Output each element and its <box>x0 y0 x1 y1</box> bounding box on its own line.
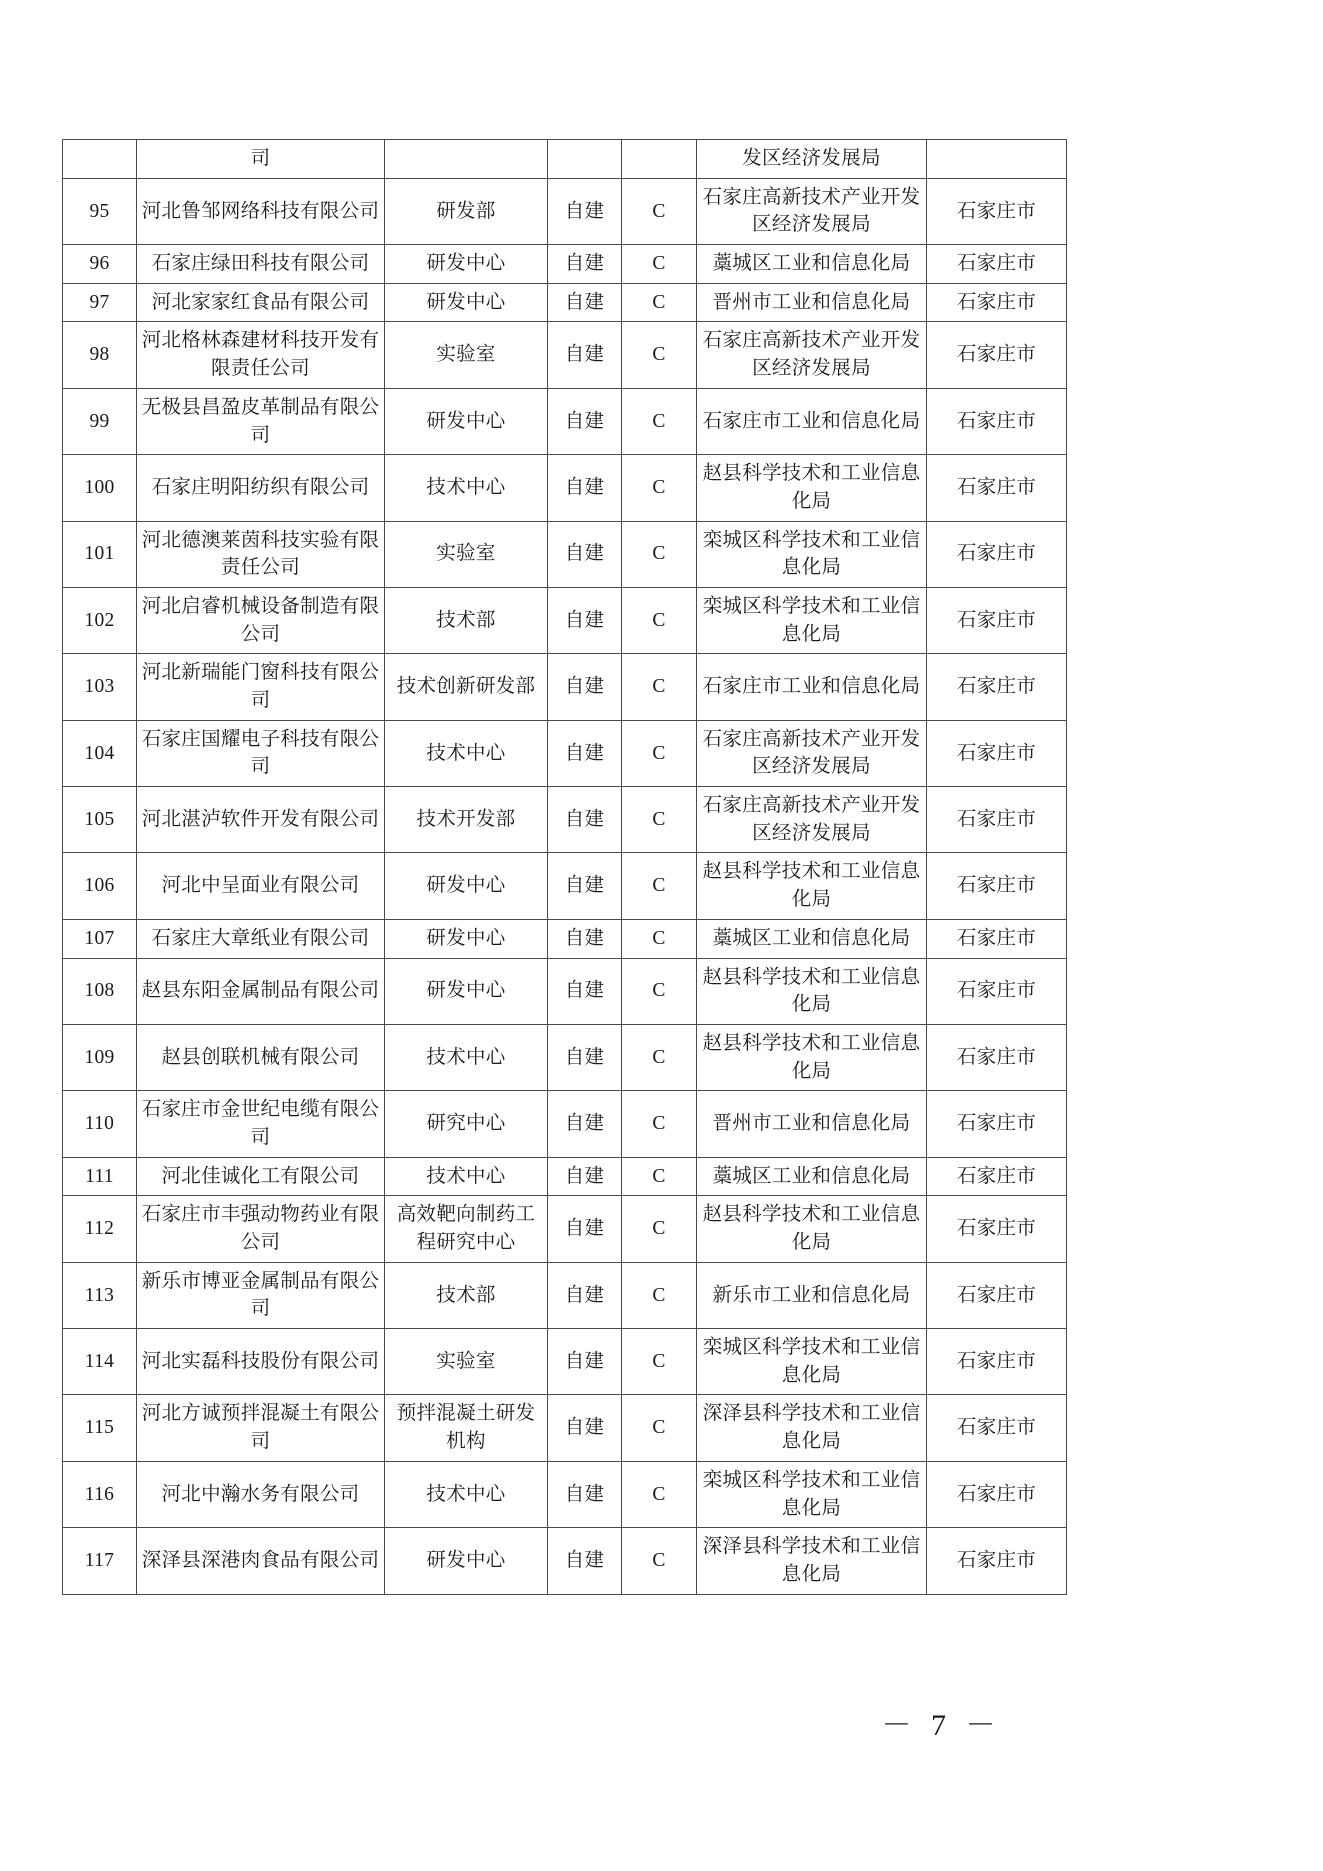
cell-level <box>622 140 697 179</box>
cell-index: 111 <box>63 1157 137 1196</box>
cell-index: 117 <box>63 1528 137 1594</box>
cell-department: 技术中心 <box>385 1461 548 1527</box>
cell-build-type: 自建 <box>548 1024 622 1090</box>
cell-build-type: 自建 <box>548 853 622 919</box>
table-row <box>63 455 1067 521</box>
cell-build-type: 自建 <box>548 1196 622 1262</box>
cell-company: 赵县创联机械有限公司 <box>137 1024 385 1090</box>
table-row <box>63 245 1067 284</box>
cell-index: 100 <box>63 455 137 521</box>
cell-department: 研发中心 <box>385 853 548 919</box>
cell-city: 石家庄市 <box>927 283 1067 322</box>
cell-build-type: 自建 <box>548 958 622 1024</box>
cell-company: 河北德澳莱茵科技实验有限责任公司 <box>137 521 385 587</box>
table-body <box>63 140 1067 1595</box>
cell-index: 97 <box>63 283 137 322</box>
table-row <box>63 1461 1067 1527</box>
table-row <box>63 1196 1067 1262</box>
cell-company: 河北家家红食品有限公司 <box>137 283 385 322</box>
cell-city: 石家庄市 <box>927 787 1067 853</box>
cell-city: 石家庄市 <box>927 322 1067 388</box>
table-row <box>63 1262 1067 1328</box>
cell-recommender: 藁城区工业和信息化局 <box>697 1157 927 1196</box>
cell-company: 司 <box>137 140 385 179</box>
cell-company: 河北鲁邹网络科技有限公司 <box>137 178 385 244</box>
cell-level: C <box>622 654 697 720</box>
cell-build-type: 自建 <box>548 521 622 587</box>
cell-recommender: 藁城区工业和信息化局 <box>697 919 927 958</box>
cell-company: 石家庄大章纸业有限公司 <box>137 919 385 958</box>
cell-build-type: 自建 <box>548 654 622 720</box>
cell-city: 石家庄市 <box>927 1024 1067 1090</box>
cell-department: 技术创新研发部 <box>385 654 548 720</box>
table-row <box>63 388 1067 454</box>
table-row <box>63 1091 1067 1157</box>
cell-level: C <box>622 178 697 244</box>
cell-company: 河北启睿机械设备制造有限公司 <box>137 587 385 653</box>
cell-recommender: 栾城区科学技术和工业信息化局 <box>697 1461 927 1527</box>
cell-build-type: 自建 <box>548 1091 622 1157</box>
cell-company: 河北方诚预拌混凝土有限公司 <box>137 1395 385 1461</box>
table-row <box>63 787 1067 853</box>
cell-company: 河北格林森建材科技开发有限责任公司 <box>137 322 385 388</box>
cell-index: 115 <box>63 1395 137 1461</box>
cell-company: 石家庄绿田科技有限公司 <box>137 245 385 284</box>
cell-city: 石家庄市 <box>927 720 1067 786</box>
table-row <box>63 853 1067 919</box>
cell-index: 106 <box>63 853 137 919</box>
cell-department: 高效靶向制药工程研究中心 <box>385 1196 548 1262</box>
cell-index: 104 <box>63 720 137 786</box>
cell-index: 116 <box>63 1461 137 1527</box>
cell-company: 石家庄国耀电子科技有限公司 <box>137 720 385 786</box>
cell-level: C <box>622 853 697 919</box>
cell-city: 石家庄市 <box>927 654 1067 720</box>
cell-company: 河北实磊科技股份有限公司 <box>137 1329 385 1395</box>
cell-level: C <box>622 1329 697 1395</box>
cell-build-type: 自建 <box>548 919 622 958</box>
cell-city: 石家庄市 <box>927 587 1067 653</box>
cell-build-type: 自建 <box>548 322 622 388</box>
cell-index: 112 <box>63 1196 137 1262</box>
cell-level: C <box>622 1262 697 1328</box>
cell-build-type: 自建 <box>548 1395 622 1461</box>
cell-index: 98 <box>63 322 137 388</box>
cell-department: 研发中心 <box>385 388 548 454</box>
table-row <box>63 958 1067 1024</box>
cell-build-type: 自建 <box>548 787 622 853</box>
cell-city: 石家庄市 <box>927 521 1067 587</box>
cell-level: C <box>622 1196 697 1262</box>
cell-index: 103 <box>63 654 137 720</box>
cell-company: 石家庄市金世纪电缆有限公司 <box>137 1091 385 1157</box>
enterprise-rd-table-container <box>62 139 1066 1595</box>
cell-recommender: 赵县科学技术和工业信息化局 <box>697 1196 927 1262</box>
cell-company: 河北中呈面业有限公司 <box>137 853 385 919</box>
cell-index: 113 <box>63 1262 137 1328</box>
cell-recommender: 发区经济发展局 <box>697 140 927 179</box>
cell-company: 深泽县深港肉食品有限公司 <box>137 1528 385 1594</box>
table-row <box>63 654 1067 720</box>
table-row <box>63 1528 1067 1594</box>
cell-department: 实验室 <box>385 521 548 587</box>
cell-level: C <box>622 787 697 853</box>
cell-index: 96 <box>63 245 137 284</box>
cell-department: 研发中心 <box>385 245 548 284</box>
cell-city: 石家庄市 <box>927 388 1067 454</box>
cell-recommender: 石家庄高新技术产业开发区经济发展局 <box>697 178 927 244</box>
cell-recommender: 栾城区科学技术和工业信息化局 <box>697 1329 927 1395</box>
cell-build-type: 自建 <box>548 720 622 786</box>
cell-recommender: 深泽县科学技术和工业信息化局 <box>697 1528 927 1594</box>
cell-city: 石家庄市 <box>927 1528 1067 1594</box>
cell-recommender: 赵县科学技术和工业信息化局 <box>697 853 927 919</box>
cell-recommender: 赵县科学技术和工业信息化局 <box>697 1024 927 1090</box>
cell-level: C <box>622 455 697 521</box>
cell-city: 石家庄市 <box>927 1395 1067 1461</box>
cell-department: 研发中心 <box>385 958 548 1024</box>
cell-recommender: 石家庄高新技术产业开发区经济发展局 <box>697 787 927 853</box>
cell-city: 石家庄市 <box>927 178 1067 244</box>
cell-city: 石家庄市 <box>927 853 1067 919</box>
table-row <box>63 1395 1067 1461</box>
cell-department: 技术中心 <box>385 455 548 521</box>
cell-index: 102 <box>63 587 137 653</box>
cell-company: 河北中瀚水务有限公司 <box>137 1461 385 1527</box>
cell-index: 114 <box>63 1329 137 1395</box>
cell-department: 技术部 <box>385 587 548 653</box>
cell-department: 研发中心 <box>385 1528 548 1594</box>
page-footer <box>0 1700 1323 1744</box>
cell-company: 新乐市博亚金属制品有限公司 <box>137 1262 385 1328</box>
cell-city: 石家庄市 <box>927 958 1067 1024</box>
table-row <box>63 720 1067 786</box>
cell-city: 石家庄市 <box>927 1461 1067 1527</box>
cell-build-type: 自建 <box>548 283 622 322</box>
cell-city: 石家庄市 <box>927 1157 1067 1196</box>
cell-level: C <box>622 283 697 322</box>
cell-recommender: 新乐市工业和信息化局 <box>697 1262 927 1328</box>
cell-department: 研发中心 <box>385 283 548 322</box>
cell-build-type: 自建 <box>548 455 622 521</box>
cell-level: C <box>622 1395 697 1461</box>
cell-recommender: 晋州市工业和信息化局 <box>697 1091 927 1157</box>
enterprise-rd-table <box>62 139 1067 1595</box>
cell-level: C <box>622 1091 697 1157</box>
table-row <box>63 1329 1067 1395</box>
cell-city: 石家庄市 <box>927 1262 1067 1328</box>
cell-department <box>385 140 548 179</box>
cell-build-type: 自建 <box>548 178 622 244</box>
cell-city: 石家庄市 <box>927 1329 1067 1395</box>
cell-company: 石家庄明阳纺织有限公司 <box>137 455 385 521</box>
cell-build-type: 自建 <box>548 1262 622 1328</box>
table-row <box>63 1024 1067 1090</box>
cell-build-type <box>548 140 622 179</box>
table-row <box>63 283 1067 322</box>
cell-recommender: 晋州市工业和信息化局 <box>697 283 927 322</box>
table-row-continuation <box>63 140 1067 179</box>
table-row <box>63 919 1067 958</box>
cell-department: 研发部 <box>385 178 548 244</box>
cell-city: 石家庄市 <box>927 455 1067 521</box>
cell-department: 技术中心 <box>385 720 548 786</box>
cell-level: C <box>622 1024 697 1090</box>
cell-build-type: 自建 <box>548 388 622 454</box>
cell-index: 109 <box>63 1024 137 1090</box>
cell-index: 95 <box>63 178 137 244</box>
cell-index: 108 <box>63 958 137 1024</box>
cell-level: C <box>622 388 697 454</box>
cell-company: 赵县东阳金属制品有限公司 <box>137 958 385 1024</box>
cell-level: C <box>622 720 697 786</box>
cell-city <box>927 140 1067 179</box>
cell-department: 技术开发部 <box>385 787 548 853</box>
cell-company: 无极县昌盈皮革制品有限公司 <box>137 388 385 454</box>
cell-recommender: 深泽县科学技术和工业信息化局 <box>697 1395 927 1461</box>
cell-level: C <box>622 322 697 388</box>
cell-city: 石家庄市 <box>927 1196 1067 1262</box>
cell-company: 河北佳诚化工有限公司 <box>137 1157 385 1196</box>
page-number: － 7 － <box>881 1709 1002 1742</box>
cell-recommender: 石家庄市工业和信息化局 <box>697 388 927 454</box>
cell-department: 预拌混凝土研发机构 <box>385 1395 548 1461</box>
cell-recommender: 栾城区科学技术和工业信息化局 <box>697 587 927 653</box>
cell-index: 101 <box>63 521 137 587</box>
cell-level: C <box>622 1528 697 1594</box>
cell-department: 技术中心 <box>385 1024 548 1090</box>
cell-recommender: 藁城区工业和信息化局 <box>697 245 927 284</box>
cell-level: C <box>622 1461 697 1527</box>
cell-level: C <box>622 587 697 653</box>
cell-build-type: 自建 <box>548 1461 622 1527</box>
cell-recommender: 栾城区科学技术和工业信息化局 <box>697 521 927 587</box>
cell-recommender: 石家庄高新技术产业开发区经济发展局 <box>697 322 927 388</box>
table-row <box>63 1157 1067 1196</box>
cell-index: 110 <box>63 1091 137 1157</box>
cell-company: 河北湛泸软件开发有限公司 <box>137 787 385 853</box>
cell-department: 研发中心 <box>385 919 548 958</box>
cell-company: 河北新瑞能门窗科技有限公司 <box>137 654 385 720</box>
cell-company: 石家庄市丰强动物药业有限公司 <box>137 1196 385 1262</box>
cell-city: 石家庄市 <box>927 1091 1067 1157</box>
cell-department: 实验室 <box>385 322 548 388</box>
cell-recommender: 赵县科学技术和工业信息化局 <box>697 958 927 1024</box>
cell-build-type: 自建 <box>548 587 622 653</box>
cell-department: 技术中心 <box>385 1157 548 1196</box>
cell-index: 107 <box>63 919 137 958</box>
cell-level: C <box>622 919 697 958</box>
cell-level: C <box>622 245 697 284</box>
cell-level: C <box>622 958 697 1024</box>
cell-level: C <box>622 1157 697 1196</box>
cell-department: 研究中心 <box>385 1091 548 1157</box>
cell-build-type: 自建 <box>548 1329 622 1395</box>
cell-build-type: 自建 <box>548 245 622 284</box>
cell-city: 石家庄市 <box>927 245 1067 284</box>
cell-build-type: 自建 <box>548 1528 622 1594</box>
table-row <box>63 587 1067 653</box>
cell-recommender: 石家庄高新技术产业开发区经济发展局 <box>697 720 927 786</box>
table-row <box>63 322 1067 388</box>
table-row <box>63 178 1067 244</box>
cell-department: 实验室 <box>385 1329 548 1395</box>
cell-level: C <box>622 521 697 587</box>
cell-city: 石家庄市 <box>927 919 1067 958</box>
cell-index <box>63 140 137 179</box>
cell-recommender: 石家庄市工业和信息化局 <box>697 654 927 720</box>
cell-department: 技术部 <box>385 1262 548 1328</box>
table-row <box>63 521 1067 587</box>
cell-recommender: 赵县科学技术和工业信息化局 <box>697 455 927 521</box>
cell-index: 105 <box>63 787 137 853</box>
cell-build-type: 自建 <box>548 1157 622 1196</box>
cell-index: 99 <box>63 388 137 454</box>
